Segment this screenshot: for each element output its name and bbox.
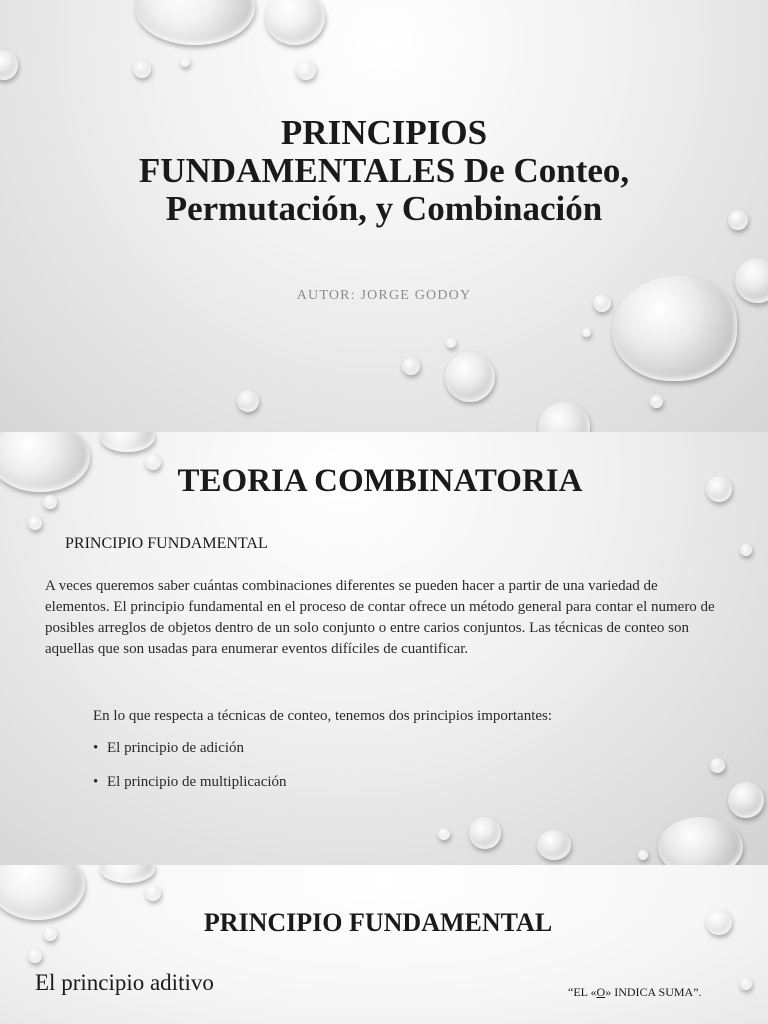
water-drop <box>0 50 18 80</box>
water-drop <box>538 402 590 432</box>
water-drop <box>650 395 663 408</box>
water-drop <box>296 60 316 80</box>
water-drop <box>133 60 151 78</box>
title-line: Permutación, y Combinación <box>165 189 603 228</box>
body-paragraph: A veces queremos saber cuántas combinaciones diferentes se pueden hacer a partir de una variedad de elementos. El principio fundamental en el proceso de contar ofrece un método general para contar el numero de posibles arreglos de objetos dentro de un solo conjunto o entre carios conjuntos. Las técnicas de conteo son aquellas que son usadas para enumerar eventos difíciles de cuantificar. <box>45 578 715 657</box>
author-subtitle: AUTOR: JORGE GODOY <box>296 288 472 303</box>
presentation-title <box>60 114 708 228</box>
quote-prefix: “EL « <box>568 985 597 999</box>
water-drop <box>180 57 190 67</box>
water-drop <box>638 850 648 860</box>
principles-list <box>93 740 287 808</box>
section-subtitle: PRINCIPIO FUNDAMENTAL <box>65 535 268 552</box>
water-drop <box>237 390 259 412</box>
water-drop <box>265 0 325 45</box>
water-drop <box>145 885 161 901</box>
water-drop <box>728 782 764 818</box>
list-item <box>93 774 287 808</box>
water-drop <box>28 949 42 963</box>
list-item-text: El principio de adición <box>107 740 245 756</box>
water-drop <box>100 432 155 452</box>
slide-title <box>0 0 768 432</box>
water-drop <box>710 758 725 773</box>
quote-suffix: » INDICA SUMA”. <box>605 985 702 999</box>
intro-text: En lo que respecta a técnicas de conteo, tenemos dos principios importantes: <box>93 708 553 724</box>
list-item-text: El principio de multiplicación <box>107 774 287 790</box>
water-drop <box>100 865 155 883</box>
water-drop <box>446 338 456 348</box>
quote-letter: O <box>596 985 606 999</box>
water-drop <box>28 516 42 530</box>
water-drop <box>135 0 255 45</box>
water-drop <box>740 978 752 990</box>
water-drop <box>402 357 420 375</box>
water-drop <box>438 828 450 840</box>
water-drop <box>537 830 571 860</box>
water-drop <box>728 210 748 230</box>
slide-heading: TEORIA COMBINATORIA <box>177 463 583 499</box>
slide-heading: PRINCIPIO FUNDAMENTAL <box>203 908 553 937</box>
water-drop <box>469 817 501 849</box>
bullet-icon: • <box>93 774 99 790</box>
water-drop <box>445 352 495 402</box>
list-item <box>93 740 287 774</box>
principle-label: El principio aditivo <box>35 970 214 995</box>
slide-principio-fundamental <box>0 865 768 1024</box>
quote-text <box>568 985 702 1000</box>
water-drop <box>582 328 591 337</box>
title-line: FUNDAMENTALES De Conteo, <box>138 151 630 190</box>
water-drop <box>658 817 743 865</box>
bullet-icon: • <box>93 740 99 756</box>
title-line: PRINCIPIOS <box>280 113 488 152</box>
water-drop <box>740 544 752 556</box>
